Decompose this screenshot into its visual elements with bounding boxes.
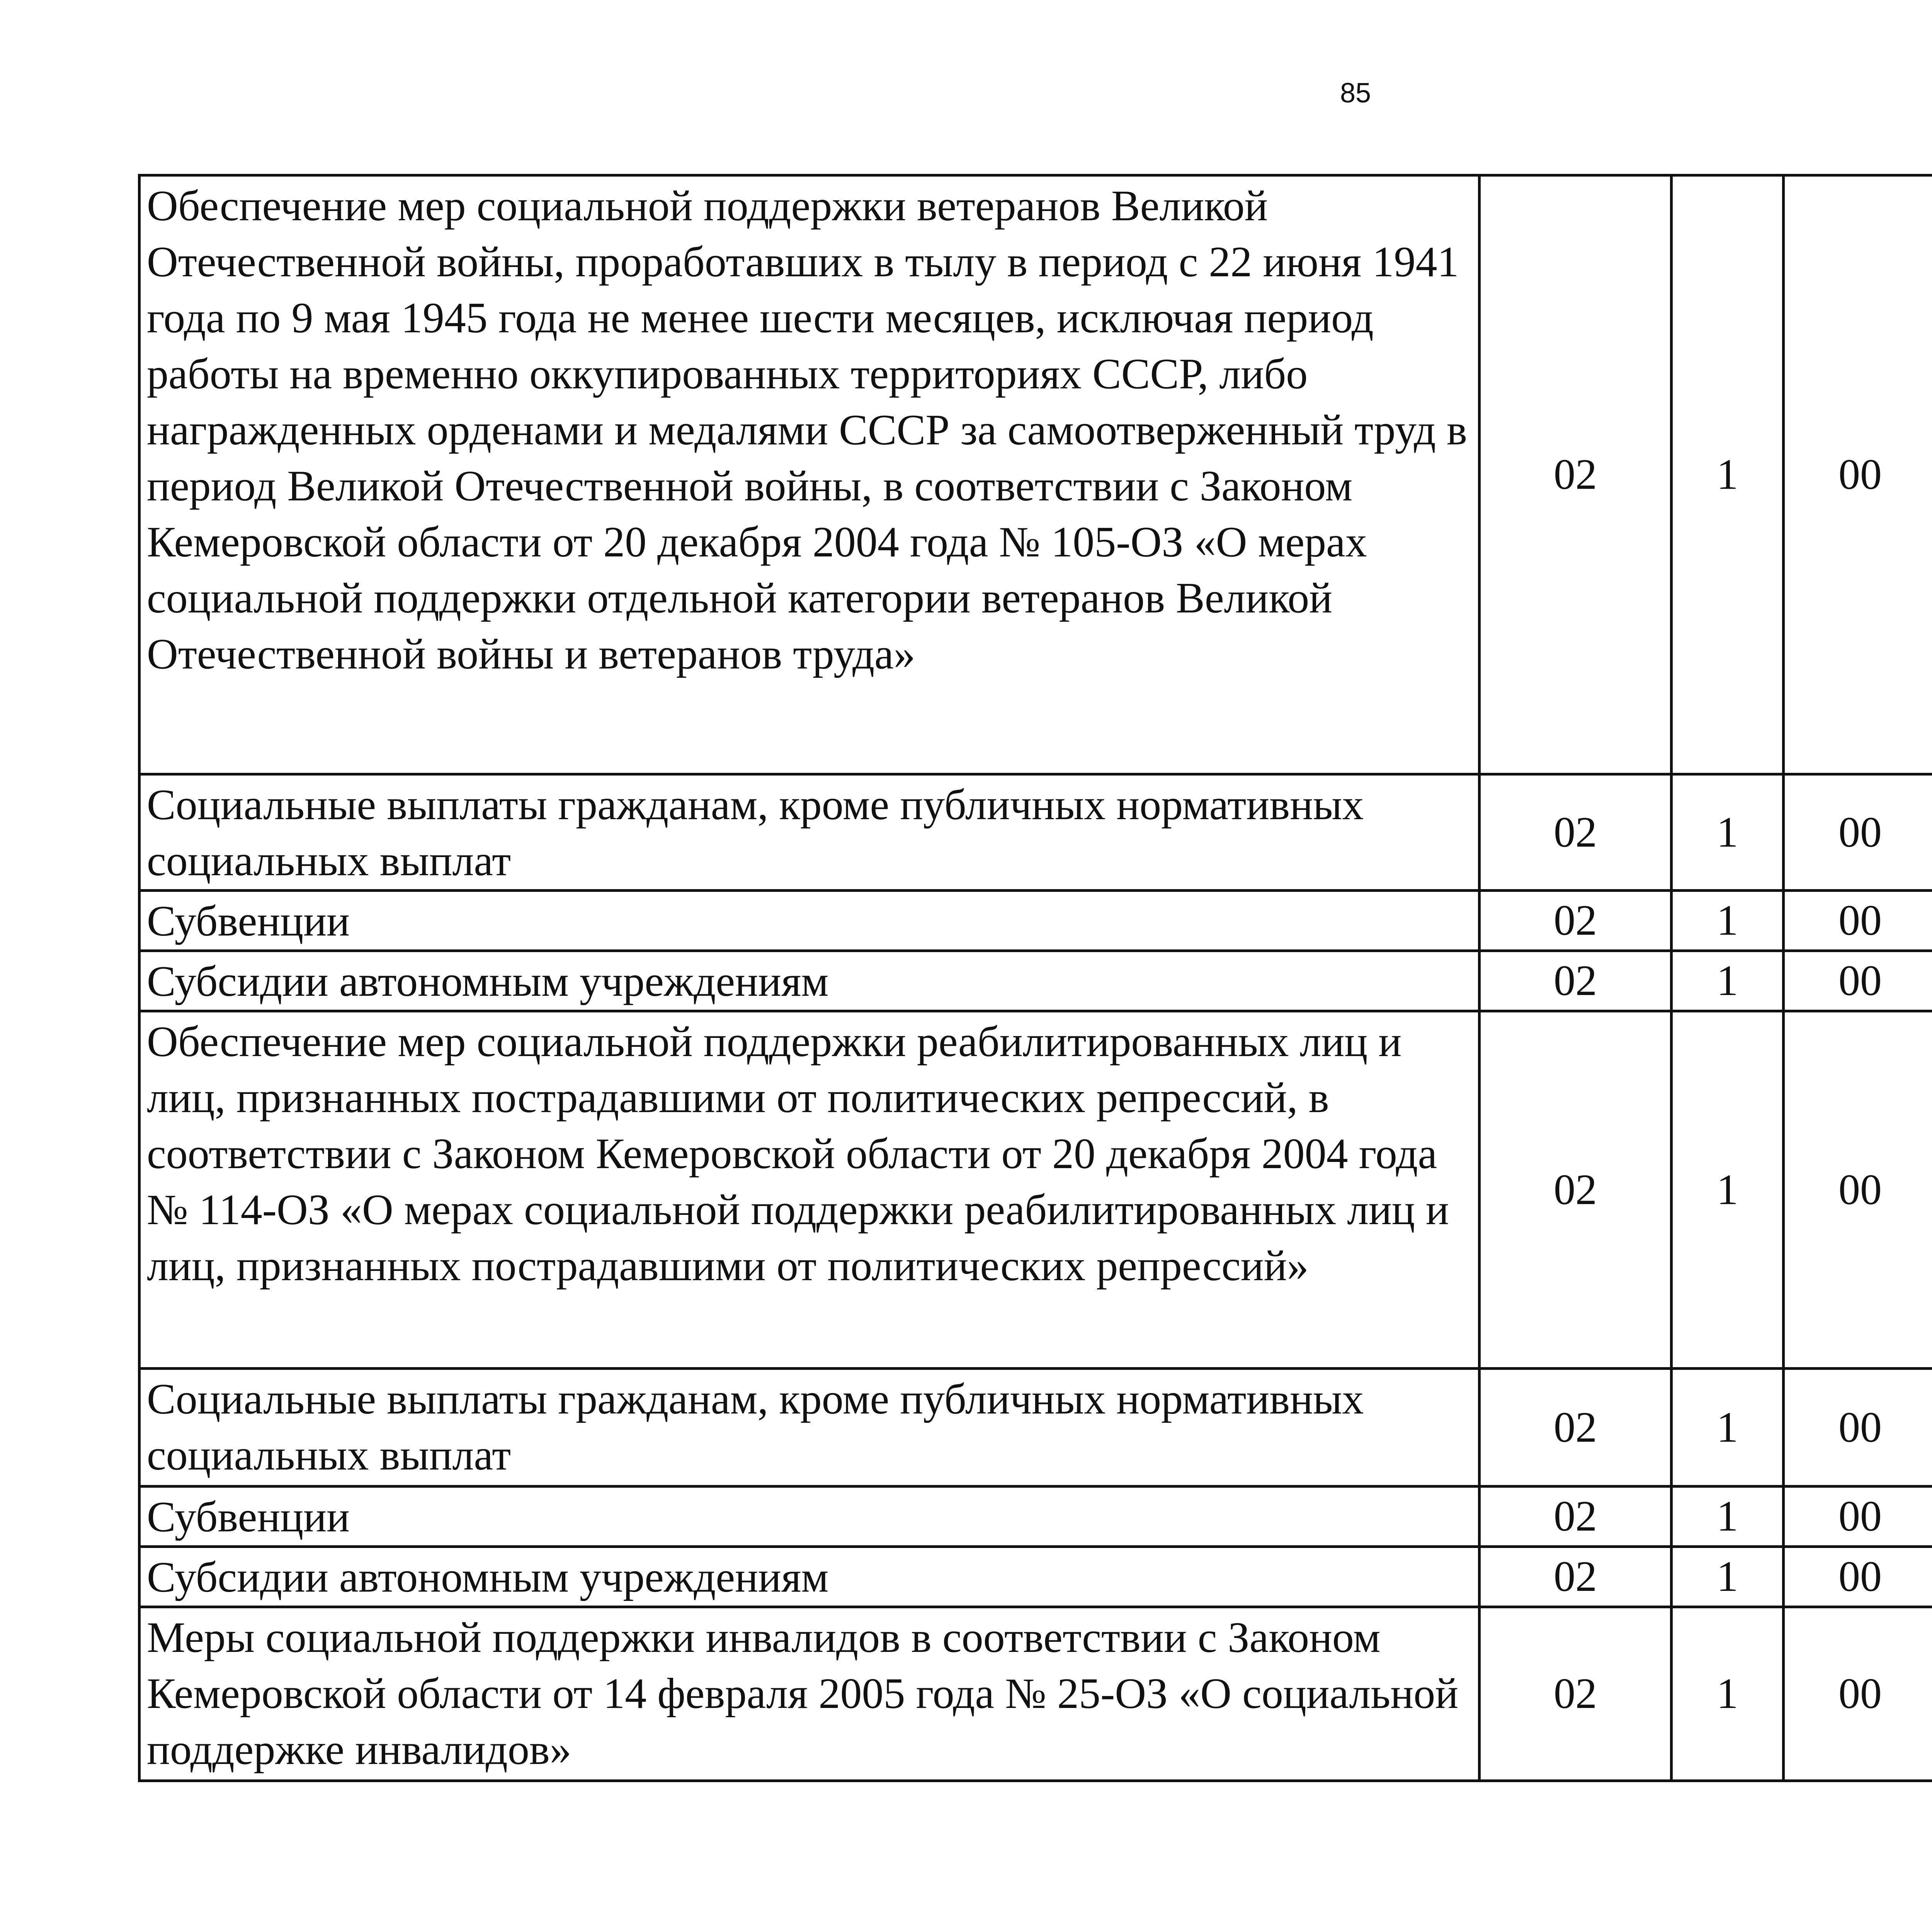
subprogram-code: 00 [1784,1487,1932,1547]
section-code: 02 [1480,1607,1672,1781]
table-row [139,1607,1932,1781]
section-code: 02 [1480,1011,1672,1369]
section-code: 02 [1480,774,1672,891]
subprogram-code: 00 [1784,1369,1932,1487]
row-name: Обеспечение мер социальной поддержки реабилитированных лиц и лиц, признанных пострадавшими от политических репрессий, в соответствии с Законом Кемеровской области от 20 декабря 2004 года № 114-ОЗ «О мерах социальной поддержки реабилитированных лиц и лиц, признанных пострадавшими от политических репрессий» [139,1011,1480,1369]
subprogram-code: 00 [1784,951,1932,1011]
section-code: 02 [1480,1487,1672,1547]
page-number: 85 [1340,78,1371,109]
program-code: 1 [1672,175,1784,774]
program-code: 1 [1672,1369,1784,1487]
subprogram-code: 00 [1784,175,1932,774]
row-name: Субвенции [139,891,1480,951]
subprogram-code: 00 [1784,1547,1932,1607]
table-row [139,1369,1932,1487]
subprogram-code: 00 [1784,891,1932,951]
row-name: Субвенции [139,1487,1480,1547]
row-name: Субсидии автономным учреждениям [139,951,1480,1011]
section-code: 02 [1480,951,1672,1011]
subprogram-code: 00 [1784,774,1932,891]
section-code: 02 [1480,1547,1672,1607]
section-code: 02 [1480,175,1672,774]
table-row [139,951,1932,1011]
table-row [139,774,1932,891]
budget-table [138,174,1932,1782]
table-row [139,1487,1932,1547]
row-name: Субсидии автономным учреждениям [139,1547,1480,1607]
program-code: 1 [1672,774,1784,891]
program-code: 1 [1672,1487,1784,1547]
program-code: 1 [1672,891,1784,951]
program-code: 1 [1672,1607,1784,1781]
subprogram-code: 00 [1784,1011,1932,1369]
table-row [139,1011,1932,1369]
program-code: 1 [1672,1011,1784,1369]
row-name: Обеспечение мер социальной поддержки ветеранов Великой Отечественной войны, проработавших в тылу в период с 22 июня 1941 года по 9 мая 1945 года не менее шести месяцев, исключая период работы на временно оккупированных территориях СССР, либо награжденных орденами и медалями СССР за самоотверженный труд в период Великой Отечественной войны, в соответствии с Законом Кемеровской области от 20 декабря 2004 года № 105-ОЗ «О мерах социальной поддержки отдельной категории ветеранов Великой Отечественной войны и ветеранов труда» [139,175,1480,774]
section-code: 02 [1480,1369,1672,1487]
program-code: 1 [1672,1547,1784,1607]
table-row [139,175,1932,774]
table-row [139,891,1932,951]
subprogram-code: 00 [1784,1607,1932,1781]
section-code: 02 [1480,891,1672,951]
row-name: Социальные выплаты гражданам, кроме публичных нормативных социальных выплат [139,1369,1480,1487]
row-name: Социальные выплаты гражданам, кроме публичных нормативных социальных выплат [139,774,1480,891]
row-name: Меры социальной поддержки инвалидов в соответствии с Законом Кемеровской области от 14 февраля 2005 года № 25-ОЗ «О социальной поддержке инвалидов» [139,1607,1480,1781]
program-code: 1 [1672,951,1784,1011]
table-row [139,1547,1932,1607]
